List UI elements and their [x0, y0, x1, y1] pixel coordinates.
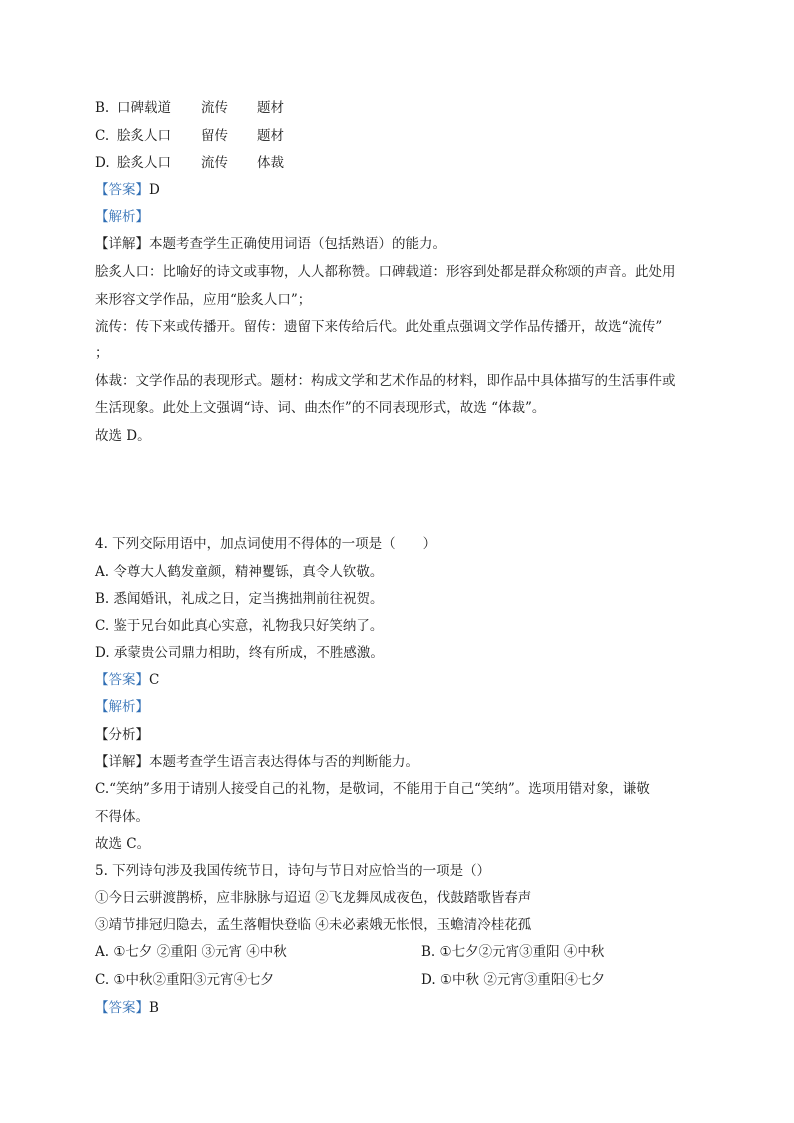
q3-para1a: 脍炙人口：比喻好的诗文或事物，人人都称赞。口碑载道：形容到处都是群众称颂的声音。此处用	[95, 264, 676, 280]
q3-option-d-b: 流传	[201, 155, 228, 171]
q4-para1b: 不得体。	[95, 809, 149, 825]
q3-para3b: 生活现象。此处上文强调“诗、词、曲杰作”的不同表现形式，故选 “体裁”。	[95, 400, 546, 416]
q3-option-b-a: 口碑载道	[117, 100, 171, 116]
q3-detail: 本题考查学生正确使用词语（包括熟语）的能力。	[149, 236, 446, 252]
q5-option-d: D. ①中秋 ②元宵③重阳④七夕	[421, 972, 605, 988]
q3-option-d-a: 脍炙人口	[117, 155, 171, 171]
q4-answer-line	[95, 668, 159, 688]
q3-para3a: 体裁：文学作品的表现形式。题材：构成文学和艺术作品的材料，即作品中具体描写的生活事件或	[95, 373, 676, 389]
q3-answer-line	[95, 178, 160, 198]
q3-conclusion: 故选 D。	[95, 428, 151, 444]
q3-option-c	[95, 124, 284, 144]
q5-answer: B	[149, 1000, 159, 1016]
q3-option-b-b: 流传	[201, 100, 228, 116]
q4-detail-line	[95, 750, 419, 770]
q3-detail-line	[95, 232, 446, 252]
q4-answer: C	[149, 672, 160, 688]
q3-para1b: 来形容文学作品，应用“脍炙人口”；	[95, 292, 312, 308]
q3-answer: D	[149, 182, 160, 198]
q3-para2b: ；	[95, 345, 109, 361]
q5-option-a: A. ①七夕 ②重阳 ③元宵 ④中秋	[95, 944, 287, 960]
q3-option-b	[95, 96, 284, 116]
q5-option-c: C. ①中秋②重阳③元宵④七夕	[95, 972, 275, 988]
q3-option-c-c: 题材	[257, 128, 284, 144]
q4-detail-tag: 【详解】	[95, 754, 149, 770]
q5-question: 5. 下列诗句涉及我国传统节日，诗句与节日对应恰当的一项是（）	[95, 863, 491, 879]
q3-option-c-a: 脍炙人口	[117, 128, 171, 144]
q3-option-c-b: 留传	[201, 128, 228, 144]
q4-analysis-tag: 【解析】	[95, 699, 149, 715]
q4-option-c: C. 鉴于兄台如此真心实意，礼物我只好笑纳了。	[95, 618, 384, 634]
q4-option-a: A. 令尊大人鹤发童颜，精神矍铄，真令人钦敬。	[95, 564, 384, 580]
q3-option-b-c: 题材	[257, 100, 284, 116]
q5-answer-tag: 【答案】	[95, 1000, 149, 1016]
q4-answer-tag: 【答案】	[95, 672, 149, 688]
q3-analysis-tag: 【解析】	[95, 209, 149, 225]
q5-poem-line-2: ③靖节排冠归隐去，孟生落帽快登临 ④未必素娥无怅恨，玉蟾清冷桂花孤	[95, 917, 532, 933]
q3-option-d	[95, 151, 284, 171]
q4-option-d: D. 承蒙贵公司鼎力相助，终有所成，不胜感激。	[95, 645, 384, 661]
q3-option-b-letter: B.	[95, 100, 110, 116]
q4-conclusion: 故选 C。	[95, 836, 151, 852]
q5-answer-line	[95, 996, 159, 1016]
q3-answer-tag: 【答案】	[95, 182, 149, 198]
q5-option-b: B. ①七夕②元宵③重阳 ④中秋	[421, 944, 605, 960]
q4-para1a: C.“笑纳”多用于请别人接受自己的礼物，是敬词，不能用于自己“笑纳”。选项用错对象，谦敬	[95, 781, 650, 797]
q3-option-d-c: 体裁	[257, 155, 284, 171]
q3-detail-tag: 【详解】	[95, 236, 149, 252]
q3-option-d-letter: D.	[95, 155, 110, 171]
q4-fenxi-tag: 【分析】	[95, 727, 149, 743]
q4-question: 4. 下列交际用语中，加点词使用不得体的一项是（ ）	[95, 536, 437, 552]
q3-para2a: 流传：传下来或传播开。留传：遗留下来传给后代。此处重点强调文学作品传播开，故选“流传”	[95, 319, 663, 335]
q4-option-b: B. 悉闻婚讯，礼成之日，定当携拙荆前往祝贺。	[95, 591, 384, 607]
q5-poem-line-1: ①今日云骈渡鹊桥，应非脉脉与迢迢 ②飞龙舞凤成夜色，伐鼓踏歌皆春声	[95, 890, 532, 906]
q4-detail: 本题考查学生语言表达得体与否的判断能力。	[149, 754, 419, 770]
q3-option-c-letter: C.	[95, 128, 110, 144]
